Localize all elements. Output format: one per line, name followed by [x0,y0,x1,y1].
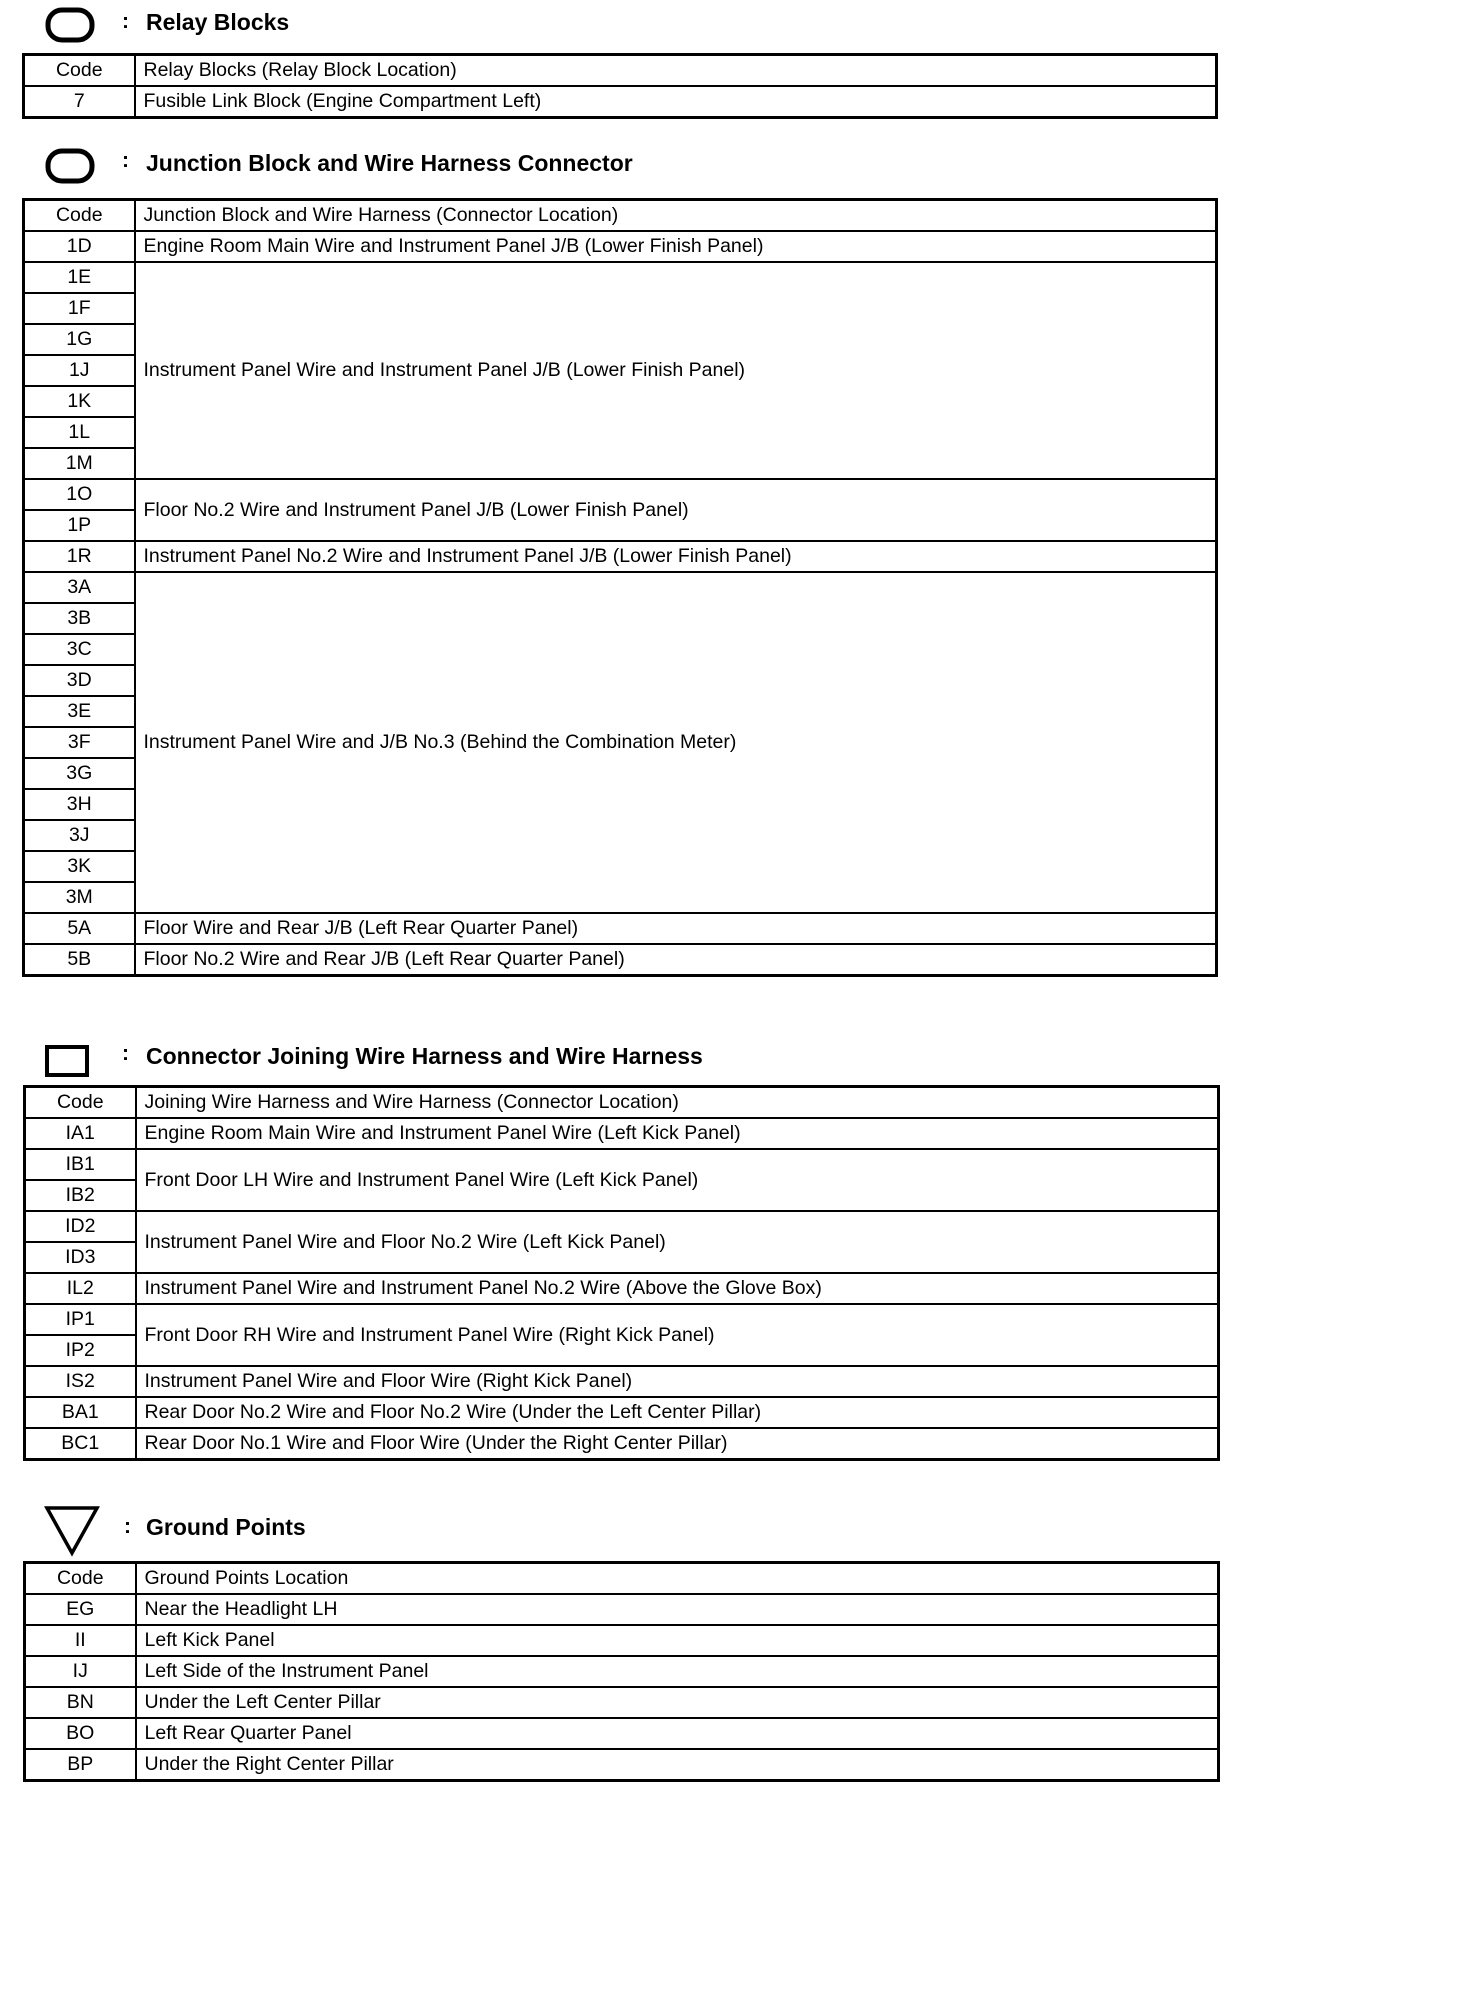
section-table [23,1085,1220,1461]
row-code: 1M [24,448,135,479]
row-code: 3K [24,851,135,882]
heading-colon: : [124,1515,131,1538]
row-code: IJ [25,1656,136,1687]
row-description: Engine Room Main Wire and Instrument Panel J/B (Lower Finish Panel) [135,231,1217,262]
row-code: 7 [24,86,135,118]
row-code: 3B [24,603,135,634]
row-code: IL2 [25,1273,136,1304]
row-code: IB2 [25,1180,136,1211]
table-row [25,1625,1219,1656]
row-description: Under the Left Center Pillar [136,1687,1219,1718]
table-row [25,1118,1219,1149]
row-code: II [25,1625,136,1656]
row-description: Instrument Panel Wire and J/B No.3 (Behind the Combination Meter) [135,572,1217,913]
rounded-rect-icon [44,6,104,46]
row-description: Instrument Panel Wire and Floor Wire (Right Kick Panel) [136,1366,1219,1397]
row-code: BP [25,1749,136,1781]
table-row [25,1397,1219,1428]
section-heading [0,1505,1472,1545]
row-description: Front Door RH Wire and Instrument Panel Wire (Right Kick Panel) [136,1304,1219,1366]
heading-colon: : [122,1042,129,1065]
table-row [25,1656,1219,1687]
row-code: 3F [24,727,135,758]
row-code: 3J [24,820,135,851]
header-description: Joining Wire Harness and Wire Harness (Connector Location) [136,1087,1219,1119]
row-code: 1K [24,386,135,417]
table-row [24,86,1217,118]
row-code: BN [25,1687,136,1718]
row-code: 3C [24,634,135,665]
header-description: Junction Block and Wire Harness (Connector Location) [135,200,1217,232]
section-heading [0,0,1472,40]
row-code: 3D [24,665,135,696]
table-row [25,1366,1219,1397]
row-description: Floor No.2 Wire and Rear J/B (Left Rear Quarter Panel) [135,944,1217,976]
row-description: Rear Door No.1 Wire and Floor Wire (Under the Right Center Pillar) [136,1428,1219,1460]
heading-colon: : [122,149,129,172]
section-table [22,53,1218,119]
row-code: 3M [24,882,135,913]
section-table [23,1561,1220,1782]
row-code: 1R [24,541,135,572]
header-code: Code [25,1563,136,1595]
table-header-row [25,1563,1219,1595]
section-junction-block [0,141,1472,970]
row-description: Left Side of the Instrument Panel [136,1656,1219,1687]
section-connector-joining [0,1034,1472,1454]
header-code: Code [24,55,135,87]
row-code: IA1 [25,1118,136,1149]
section-title: Connector Joining Wire Harness and Wire Harness [146,1043,703,1069]
table-row [24,572,1217,603]
row-code: 1P [24,510,135,541]
row-code: 3A [24,572,135,603]
header-code: Code [25,1087,136,1119]
table-row [24,262,1217,293]
section-title: Ground Points [146,1514,306,1540]
row-code: IS2 [25,1366,136,1397]
row-code: 3H [24,789,135,820]
row-description: Near the Headlight LH [136,1594,1219,1625]
section-table [22,198,1218,977]
section-heading [0,1034,1472,1074]
down-triangle-icon [44,1505,104,1557]
row-code: BC1 [25,1428,136,1460]
section-title: Junction Block and Wire Harness Connector [146,150,633,176]
row-code: 1L [24,417,135,448]
row-code: 5A [24,913,135,944]
heading-colon: : [122,10,129,33]
row-code: BO [25,1718,136,1749]
row-code: BA1 [25,1397,136,1428]
table-row [25,1718,1219,1749]
table-row [24,541,1217,572]
row-description: Rear Door No.2 Wire and Floor No.2 Wire (Under the Left Center Pillar) [136,1397,1219,1428]
table-row [25,1687,1219,1718]
row-code: 1E [24,262,135,293]
row-code: IB1 [25,1149,136,1180]
table-row [25,1149,1219,1180]
table-header-row [24,55,1217,87]
row-description: Floor No.2 Wire and Instrument Panel J/B (Lower Finish Panel) [135,479,1217,541]
row-description: Instrument Panel No.2 Wire and Instrument Panel J/B (Lower Finish Panel) [135,541,1217,572]
rounded-rect-icon [44,147,104,187]
section-relay-blocks [0,0,1472,112]
table-header-row [24,200,1217,232]
row-code: ID2 [25,1211,136,1242]
row-code: 3E [24,696,135,727]
section-title: Relay Blocks [146,9,290,35]
table-row [25,1211,1219,1242]
table-row [24,913,1217,944]
row-code: IP2 [25,1335,136,1366]
row-description: Engine Room Main Wire and Instrument Panel Wire (Left Kick Panel) [136,1118,1219,1149]
row-description: Floor Wire and Rear J/B (Left Rear Quarter Panel) [135,913,1217,944]
row-code: ID3 [25,1242,136,1273]
table-row [24,231,1217,262]
table-row [25,1594,1219,1625]
table-row [25,1428,1219,1460]
row-code: EG [25,1594,136,1625]
row-description: Front Door LH Wire and Instrument Panel Wire (Left Kick Panel) [136,1149,1219,1211]
row-code: 1D [24,231,135,262]
row-description: Left Rear Quarter Panel [136,1718,1219,1749]
table-row [25,1749,1219,1781]
row-description: Instrument Panel Wire and Instrument Panel No.2 Wire (Above the Glove Box) [136,1273,1219,1304]
header-description: Relay Blocks (Relay Block Location) [135,55,1217,87]
row-description: Under the Right Center Pillar [136,1749,1219,1781]
row-description: Fusible Link Block (Engine Compartment Left) [135,86,1217,118]
table-row [25,1304,1219,1335]
row-code: 1F [24,293,135,324]
row-description: Left Kick Panel [136,1625,1219,1656]
table-header-row [25,1087,1219,1119]
row-code: 3G [24,758,135,789]
row-code: IP1 [25,1304,136,1335]
row-code: 1O [24,479,135,510]
square-icon [44,1044,104,1084]
table-row [25,1273,1219,1304]
header-code: Code [24,200,135,232]
row-description: Instrument Panel Wire and Instrument Panel J/B (Lower Finish Panel) [135,262,1217,479]
section-ground-points [0,1505,1472,1775]
row-code: 1G [24,324,135,355]
header-description: Ground Points Location [136,1563,1219,1595]
table-row [24,944,1217,976]
section-heading [0,141,1472,181]
row-code: 5B [24,944,135,976]
row-description: Instrument Panel Wire and Floor No.2 Wire (Left Kick Panel) [136,1211,1219,1273]
row-code: 1J [24,355,135,386]
table-row [24,479,1217,510]
